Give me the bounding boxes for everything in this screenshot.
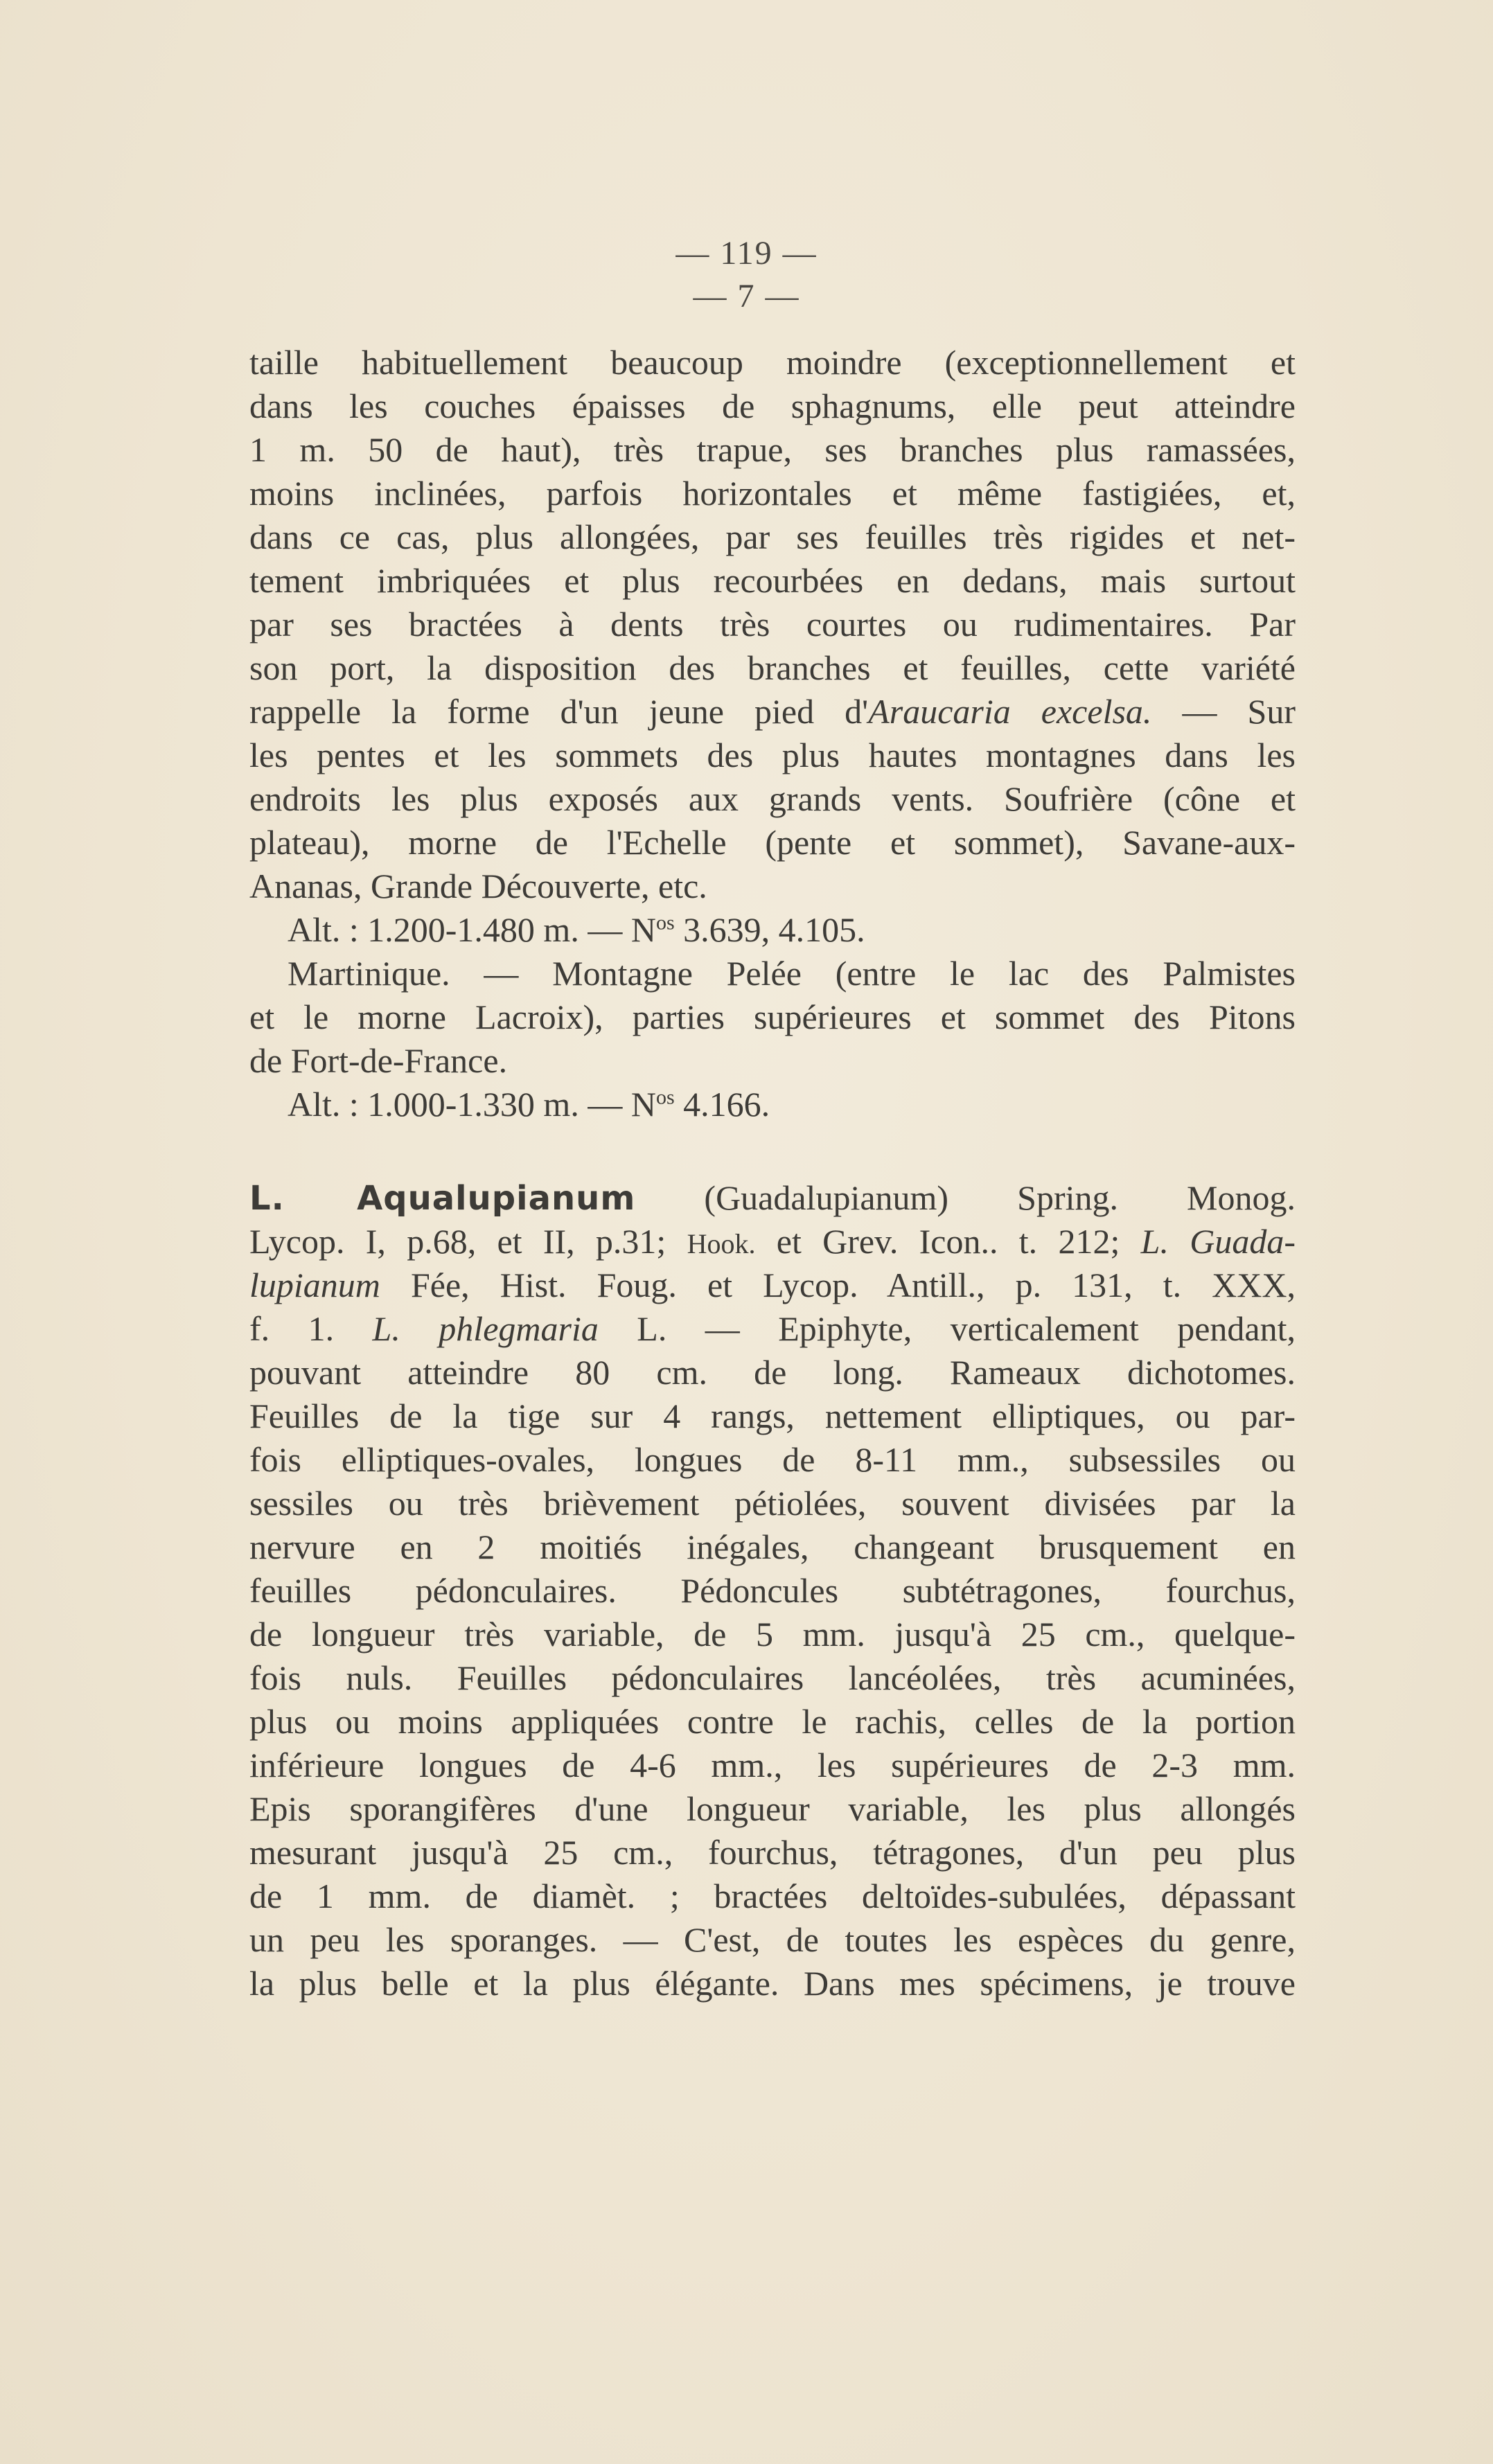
text-line: Epis sporangifères d'une longueur variable, les plus allongés [249,1789,1296,1828]
altitude-line [249,1083,1296,1126]
text-line: son port, la disposition des branches et feuilles, cette variété [249,648,1296,687]
text-line [249,1264,1296,1307]
superscript: os [655,1085,675,1109]
text-line: par ses bractées à dents très courtes ou rudimentaires. Par [249,605,1296,644]
text-line: mesurant jusqu'à 25 cm., fourchus, tétragones, d'un peu plus [249,1833,1296,1872]
text-line: de longueur très variable, de 5 mm. jusqu'à 25 cm., quelque- [249,1615,1296,1654]
text-line: dans ce cas, plus allongées, par ses feuilles très rigides et net- [249,517,1296,556]
text-line: fois nuls. Feuilles pédonculaires lancéolées, très acuminées, [249,1658,1296,1697]
text-line: fois elliptiques-ovales, longues de 8-11 mm., subsessiles ou [249,1440,1296,1479]
taxon-name: lupianum [249,1266,380,1304]
text-line: 1 m. 50 de haut), très trapue, ses branches plus ramassées, [249,430,1296,469]
text-line [249,1220,1296,1264]
text-line: inférieure longues de 4-6 mm., les supérieures de 2-3 mm. [249,1746,1296,1784]
text-line: Ananas, Grande Découverte, etc. [249,867,707,905]
text-line: plus ou moins appliquées contre le rachis, celles de la portion [249,1702,1296,1741]
text-segment: Lycop. I, p.68, et II, p.31; [249,1222,687,1261]
body-text-top [249,341,1296,1126]
author-abbrev: Hook. [687,1228,756,1259]
page-number-secondary: — 7 — [693,278,800,314]
text-line: la plus belle et la plus élégante. Dans mes spécimens, je trouve [249,1964,1296,2003]
text-line: feuilles pédonculaires. Pédoncules subtétragones, fourchus, [249,1571,1296,1610]
text-segment: 3.639, 4.105. [674,910,865,949]
text-segment: Alt. : 1.200-1.480 m. — N [288,910,656,949]
text-line: endroits les plus exposés aux grands vents. Soufrière (cône et [249,779,1296,818]
text-line: sessiles ou très brièvement pétiolées, souvent divisées par la [249,1484,1296,1523]
text-segment: et Grev. Icon.. t. 212; [755,1222,1141,1261]
species-heading-line [249,1176,1296,1220]
text-line: tement imbriquées et plus recourbées en dedans, mais surtout [249,561,1296,600]
text-segment: Alt. : 1.000-1.330 m. — N [288,1085,656,1124]
text-segment: f. 1. [249,1309,373,1348]
text-line: et le morne Lacroix), parties supérieures et sommet des Pitons [249,998,1296,1036]
text-line: de 1 mm. de diamèt. ; bractées deltoïdes-subulées, dépassant [249,1877,1296,1915]
superscript: os [655,911,675,934]
taxon-name: L. Guada- [1140,1222,1296,1261]
text-segment: L. — Epiphyte, verticalement pendant, [598,1309,1296,1348]
taxon-name: Araucaria excelsa. [868,692,1152,731]
text-line: dans les couches épaisses de sphagnums, elle peut atteindre [249,387,1296,425]
text-segment: Fée, Hist. Foug. et Lycop. Antill., p. 131, t. XXX, [380,1266,1296,1304]
text-segment: (Guadalupianum) Spring. Monog. [635,1178,1296,1217]
text-line [249,690,1296,734]
page-number-primary: — 119 — [675,235,818,272]
text-line: pouvant atteindre 80 cm. de long. Rameaux dichotomes. [249,1353,1296,1392]
text-line: nervure en 2 moitiés inégales, changeant brusquement en [249,1527,1296,1566]
text-line: de Fort-de-France. [249,1041,508,1080]
text-segment: rappelle la forme d'un jeune pied d' [249,692,869,731]
text-segment: — Sur [1151,692,1296,731]
text-line: les pentes et les sommets des plus hautes montagnes dans les [249,736,1296,774]
species-name: L. Aqualupianum [249,1179,636,1218]
text-segment: 4.166. [674,1085,770,1124]
taxon-name: L. phlegmaria [372,1309,599,1348]
text-line: moins inclinées, parfois horizontales et même fastigiées, et, [249,474,1296,513]
text-line: Martinique. — Montagne Pelée (entre le lac des Palmistes [288,954,1296,993]
text-line: un peu les sporanges. — C'est, de toutes les espèces du genre, [249,1920,1296,1959]
body-text-species [249,1176,1296,2005]
text-line: taille habituellement beaucoup moindre (exceptionnellement et [249,343,1296,382]
text-line [249,1307,1296,1351]
text-line: Feuilles de la tige sur 4 rangs, nettement elliptiques, ou par- [249,1397,1296,1435]
altitude-line [249,908,1296,952]
text-line: plateau), morne de l'Echelle (pente et sommet), Savane-aux- [249,823,1296,862]
